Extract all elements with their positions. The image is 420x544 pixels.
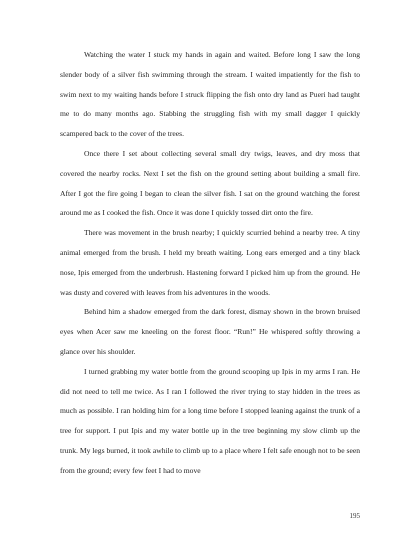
page-number: 195	[349, 512, 360, 520]
paragraph-1: Watching the water I stuck my hands in again and waited. Before long I saw the long slender body of a silver fish swimming through the stream. I waited impatiently for the fish to swim next to my waiting hands before I struck flipping the fish onto dry land as Pueri had taught me to do many months ago. Stabbing the struggling fish with my small dagger I quickly scampered back to the cover of the trees.	[60, 50, 360, 139]
paragraph-5: I turned grabbing my water bottle from the ground scooping up Ipis in my arms I ran. He did not need to tell me twice. As I ran I followed the river trying to stay hidden in the trees as much as possible. I ran holding him for a long time before I stopped leaning against the trunk of a tree for support. I put Ipis and my water bottle up in the tree beginning my slow climb up the trunk. My legs burned, it took awhile to climb up to a place where I felt safe enough not to be seen from the ground; every few feet I had to move	[60, 366, 360, 475]
body-text	[60, 45, 360, 481]
paragraph-4: Behind him a shadow emerged from the dark forest, dismay shown in the brown bruised eyes when Acer saw me kneeling on the forest floor. “Run!” He whispered softly throwing a glance over his shoulder.	[60, 307, 360, 356]
paragraph-2: Once there I set about collecting several small dry twigs, leaves, and dry moss that covered the nearby rocks. Next I set the fish on the ground setting about building a small fire. After I got the fire going I began to clean the silver fish. I sat on the ground watching the forest around me as I cooked the fish. Once it was done I quickly tossed dirt onto the fire.	[60, 148, 360, 218]
paragraph-3: There was movement in the brush nearby; I quickly scurried behind a nearby tree. A tiny animal emerged from the brush. I held my breath waiting. Long ears emerged and a tiny black nose, Ipis emerged from the underbrush. Hastening forward I picked him up from the ground. He was dusty and covered with leaves from his adventures in the woods.	[60, 228, 360, 297]
